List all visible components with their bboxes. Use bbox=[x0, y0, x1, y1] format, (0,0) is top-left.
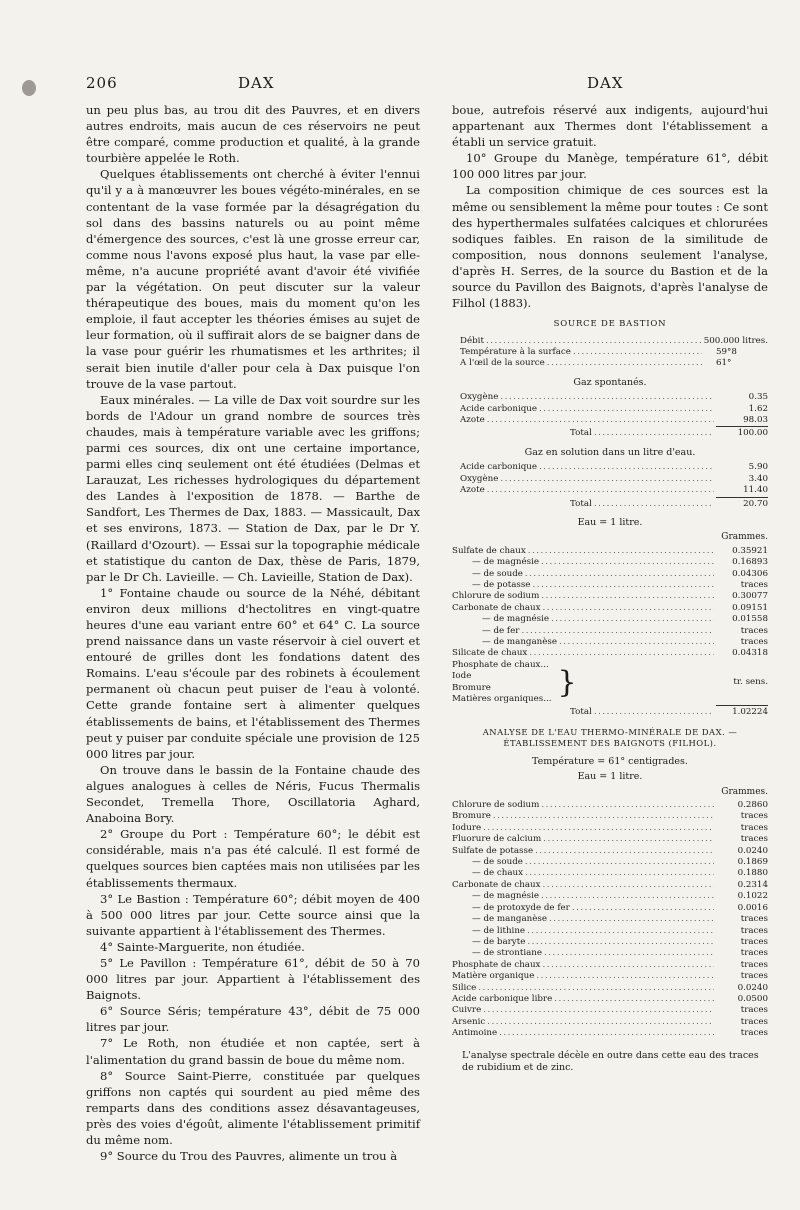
row-value: 0.2860 bbox=[737, 800, 768, 811]
row-label: Iodure bbox=[452, 822, 482, 833]
row-label: Oxygène bbox=[460, 392, 499, 403]
row-label: A l'œil de la source bbox=[460, 358, 545, 369]
table-row bbox=[452, 580, 768, 591]
total-label: Total bbox=[570, 707, 592, 718]
paragraph: 6° Source Séris; température 43°, débit de 75 000 litres par jour. bbox=[86, 1004, 420, 1035]
salts-list bbox=[452, 546, 768, 660]
table-row bbox=[452, 485, 768, 496]
row-value: traces bbox=[740, 936, 768, 947]
table-row bbox=[452, 903, 768, 914]
table-row bbox=[452, 846, 768, 857]
trace-items bbox=[452, 660, 552, 706]
table-row bbox=[452, 800, 768, 811]
table-title: ANALYSE DE L'EAU THERMO-MINÉRALE DE DAX. — ÉTABLISSEMENT DES BAIGNOTS (FILHOL). bbox=[482, 726, 738, 748]
table-row bbox=[452, 937, 768, 948]
table-row bbox=[452, 948, 768, 959]
subsection-title: Gaz en solution dans un litre d'eau. bbox=[524, 446, 696, 458]
row-value: 0.09151 bbox=[732, 602, 768, 613]
row-value: 0.01558 bbox=[732, 614, 768, 625]
total-value: 100.00 bbox=[716, 426, 768, 439]
row-label: Acide carbonique bbox=[460, 403, 538, 414]
row-value: traces bbox=[740, 1016, 768, 1027]
row-label: Silicate de chaux bbox=[452, 648, 528, 659]
table-row bbox=[452, 971, 768, 982]
row-label: — de potasse bbox=[472, 579, 531, 590]
subsection-title: Eau = 1 litre. bbox=[577, 516, 643, 528]
table-row bbox=[452, 1028, 768, 1039]
row-value: traces bbox=[740, 834, 768, 845]
row-value: 0.04318 bbox=[732, 648, 768, 659]
row-value: 0.0240 bbox=[737, 982, 768, 993]
row-label: Matière organique bbox=[452, 971, 535, 982]
row-label: — de strontiane bbox=[472, 948, 543, 959]
row-label: — de magnésie bbox=[472, 557, 540, 568]
row-label: — de protoxyde de fer bbox=[472, 902, 570, 913]
paragraph: On trouve dans le bassin de la Fontaine chaude des algues analogues à celles de Néris, Fucus Thermalis Secondet, Tremella Thore, Oscillatoria Aghard, Anaboina Bory. bbox=[86, 762, 420, 826]
table-row bbox=[452, 404, 768, 415]
row-label: Arsenic bbox=[452, 1016, 486, 1027]
total-row bbox=[452, 426, 768, 439]
row-value: 0.30077 bbox=[732, 591, 768, 602]
trace-item: Iode bbox=[452, 671, 472, 682]
total-value: 20.70 bbox=[716, 497, 768, 510]
row-value: 0.0240 bbox=[737, 845, 768, 856]
row-value: 1.62 bbox=[748, 403, 768, 414]
table-row bbox=[452, 994, 768, 1005]
table-row bbox=[452, 880, 768, 891]
row-label: Température à la surface bbox=[460, 347, 571, 358]
row-value: 0.35 bbox=[748, 392, 768, 403]
row-label: Débit bbox=[460, 335, 484, 346]
row-value: 0.35921 bbox=[732, 545, 768, 556]
row-label: Carbonate de chaux bbox=[452, 602, 541, 613]
row-value: traces bbox=[740, 925, 768, 936]
row-value: traces bbox=[740, 1028, 768, 1039]
table-row bbox=[452, 914, 768, 925]
row-value: 0.2314 bbox=[737, 879, 768, 890]
composition-list bbox=[452, 800, 768, 1040]
row-value: 0.1869 bbox=[737, 857, 768, 868]
table-row bbox=[452, 614, 768, 625]
paragraph: 5° Le Pavillon : Température 61°, débit de 50 à 70 000 litres par jour. Appartient à l'établissement des Baignots. bbox=[86, 955, 420, 1003]
grams-label: Grammes. bbox=[721, 786, 768, 797]
table-row bbox=[452, 557, 768, 568]
bastion-analysis-table bbox=[452, 319, 768, 719]
brace-glyph: } bbox=[557, 664, 577, 700]
row-value: 0.0500 bbox=[737, 993, 768, 1004]
row-label: Acide carbonique bbox=[460, 462, 538, 473]
table-row bbox=[452, 462, 768, 473]
paragraph: 10° Groupe du Manège, température 61°, débit 100 000 litres par jour. bbox=[452, 151, 768, 182]
row-label: — de manganèse bbox=[472, 914, 548, 925]
paragraph: Eaux minérales. — La ville de Dax voit sourdre sur les bords de l'Adour un grand nombre de sources très chaudes, mais à température variable avec les griffons; parmi ces sources, dix ont une certaine importance, parmi elles cinq seulement ont été étudiées (Delmas et Larauzat, Les richesses hydrologiques du département des Landes à l'exposition de 1878. — Barthe de Sandfort, Les Thermes de Dax, 1883. — Massicault, Dax et ses environs, 1873. — Station de Dax, par le Dr Y. (Raillard d'Ozourt). — Essai sur la topographie médicale et statistique du canton de Dax, thèse de Paris, 1879, par le Dr Ch. Lavieille. — Ch. Lavieille, Station de Dax). bbox=[86, 392, 420, 584]
row-label: — de soude bbox=[472, 857, 523, 868]
row-value: traces bbox=[740, 914, 768, 925]
row-value: traces bbox=[740, 625, 768, 636]
row-label: — de lithine bbox=[472, 925, 526, 936]
row-value: 500.000 litres. bbox=[703, 335, 768, 346]
row-label: Carbonate de chaux bbox=[452, 879, 541, 890]
paragraph: 7° Le Roth, non étudiée et non captée, sert à l'alimentation du grand bassin de boue du même nom. bbox=[86, 1036, 420, 1067]
row-value: 11.40 bbox=[743, 485, 768, 496]
row-value: 98.03 bbox=[743, 415, 768, 426]
row-value: 0.16893 bbox=[732, 557, 768, 568]
paragraph: Quelques établissements ont cherché à éviter l'ennui qu'il y a à manœuvrer les boues végéto-minérales, en se contentant de la vase formée par la désagrégation du sol dans des bassins naturels ou au point même d'émergence des sources, c'est là une grosse erreur car, comme nous l'avons exposé plus haut, la vase par elle-même, n'a aucune propriété avant d'avoir été vivifiée par la végétation. On peut discuter sur la valeur thérapeutique des boues, mais du moment qu'on les emploie, il faut accepter les théories émises au sujet de leur formation, où il suffirait alors de se baigner dans de la vase pour guérir les rhumatismes et les arthrites; il serait bien inutile d'aller pour cela à Dax puisque l'on trouve de la vase partout. bbox=[86, 167, 420, 391]
total-row bbox=[452, 705, 768, 718]
row-label: Sulfate de chaux bbox=[452, 545, 526, 556]
row-label: Fluorure de calcium bbox=[452, 834, 542, 845]
row-label: — de fer bbox=[482, 625, 520, 636]
ink-blot bbox=[22, 80, 36, 96]
grams-label: Grammes. bbox=[721, 532, 768, 543]
table-row bbox=[452, 637, 768, 648]
total-label: Total bbox=[570, 498, 592, 509]
row-value: traces bbox=[740, 636, 768, 647]
table-row bbox=[452, 834, 768, 845]
right-column bbox=[452, 102, 768, 1074]
trace-item: Matières organiques... bbox=[452, 694, 552, 704]
row-label: Sulfate de potasse bbox=[452, 845, 534, 856]
table-row bbox=[452, 926, 768, 937]
table-row bbox=[452, 811, 768, 822]
running-head-right: DAX bbox=[587, 74, 624, 92]
table-row bbox=[452, 1005, 768, 1016]
table-row bbox=[452, 591, 768, 602]
page-number: 206 bbox=[86, 74, 118, 92]
row-value: 5.90 bbox=[748, 462, 768, 473]
row-label: Antimoine bbox=[452, 1028, 498, 1039]
subsection-title: Gaz spontanés. bbox=[573, 376, 647, 388]
running-head-left: DAX bbox=[238, 74, 275, 92]
table-row bbox=[452, 960, 768, 971]
total-label: Total bbox=[570, 428, 592, 439]
row-label: — de baryte bbox=[472, 936, 526, 947]
paragraph: 3° Le Bastion : Température 60°; débit moyen de 400 à 500 000 litres par jour. Cette source ainsi que la suivante appartient à l'établissement des Thermes. bbox=[86, 891, 420, 938]
table-row bbox=[452, 857, 768, 868]
table-row bbox=[452, 392, 768, 403]
row-label: Acide carbonique libre bbox=[452, 993, 553, 1004]
row-label: Chlorure de sodium bbox=[452, 591, 540, 602]
paragraph: 1° Fontaine chaude ou source de la Néhé, débitant environ deux millions d'hectolitres en vingt-quatre heures d'une eau variant entre 60° et 64° C. La source prend naissance dans un vaste réservoir à ciel ouvert et entouré de grilles dont les fondations datent des Romains. L'eau s'écoule par des robinets à écoulement permanent où chacun peut puiser de l'eau à volonté. Cette grande fontaine sert à alimenter quelques établissements de bains, et l'établissement des Thermes peut y puiser par conduite spéciale une provision de 125 000 litres par jour. bbox=[86, 585, 420, 761]
row-value: 0.1880 bbox=[737, 868, 768, 879]
table-row bbox=[452, 823, 768, 834]
paragraph: 4° Sainte-Marguerite, non étudiée. bbox=[100, 939, 305, 954]
left-column bbox=[86, 102, 420, 1164]
table-title: SOURCE DE BASTION bbox=[553, 319, 667, 330]
temperature-line: Température = 61° centigrades. bbox=[532, 755, 688, 767]
row-label: Bromure bbox=[452, 811, 491, 822]
footnote: L'analyse spectrale décèle en outre dans cette eau des traces de rubidium et de zinc. bbox=[462, 1049, 759, 1073]
row-value: traces bbox=[740, 822, 768, 833]
paragraph: 2° Groupe du Port : Température 60°; le débit est considérable, mais n'a pas été calculé. Il est formé de quelques sources bien captées mais non utilisées par les établissements thermaux. bbox=[86, 827, 420, 890]
row-label: — de manganèse bbox=[482, 636, 558, 647]
table-row bbox=[452, 569, 768, 580]
row-value: traces bbox=[740, 948, 768, 959]
table-row bbox=[452, 603, 768, 614]
row-label: — de magnésie bbox=[472, 891, 540, 902]
trace-item: Bromure bbox=[452, 682, 491, 693]
row-label: — de soude bbox=[472, 568, 523, 579]
row-label: — de chaux bbox=[472, 868, 524, 879]
table-row bbox=[452, 1017, 768, 1028]
row-value: traces bbox=[740, 811, 768, 822]
row-value: 0.0016 bbox=[737, 902, 768, 913]
trace-item: Phosphate de chaux... bbox=[452, 659, 549, 670]
paragraph: un peu plus bas, au trou dit des Pauvres, et en divers autres endroits, mais aucun de ces réservoirs ne peut être comparé, comme production et qualité, à la grande tourbière appelée le Roth. bbox=[86, 103, 420, 166]
row-value: traces bbox=[740, 959, 768, 970]
total-row bbox=[452, 497, 768, 510]
row-value: 3.40 bbox=[748, 473, 768, 484]
table-row bbox=[452, 868, 768, 879]
table-row bbox=[452, 358, 768, 369]
row-label: Cuivre bbox=[452, 1005, 482, 1016]
table-row bbox=[452, 546, 768, 557]
row-value: 59°8 bbox=[716, 347, 737, 358]
row-label: Azote bbox=[460, 415, 485, 426]
row-label: Azote bbox=[460, 485, 485, 496]
row-value: traces bbox=[740, 1005, 768, 1016]
trace-value: tr. sens. bbox=[733, 676, 768, 687]
table-row bbox=[452, 415, 768, 426]
row-label: Oxygène bbox=[460, 473, 499, 484]
paragraph: 9° Source du Trou des Pauvres, alimente un trou à bbox=[100, 1149, 398, 1164]
trace-group bbox=[452, 660, 768, 706]
row-value: traces bbox=[740, 579, 768, 590]
table-row bbox=[452, 983, 768, 994]
subsection-title: Eau = 1 litre. bbox=[577, 771, 643, 783]
table-row bbox=[452, 891, 768, 902]
total-value: 1.02224 bbox=[716, 705, 768, 718]
table-row bbox=[452, 648, 768, 659]
paragraph: 8° Source Saint-Pierre, constituée par quelques griffons non captés qui sourdent au pied même des remparts dans des conditions assez désavantageuses, près des voies d'égoût, alimente l'établissement primitif du même nom. bbox=[86, 1068, 420, 1147]
row-label: Phosphate de chaux bbox=[452, 959, 541, 970]
baignots-analysis-table bbox=[452, 727, 768, 1074]
table-row bbox=[452, 474, 768, 485]
table-row bbox=[452, 336, 768, 347]
paragraph: La composition chimique de ces sources est la même ou sensiblement la même pour toutes : Ce sont des hyperthermales sulfatées calciques et chlorurées sodiques faibles. En raison de la similitude de composition, nous donnons seulement l'analyse, d'après H. Serres, de la source du Bastion et de la source du Pavillon des Baignots, d'après l'analyse de Filhol (1883). bbox=[452, 183, 768, 311]
row-label: Chlorure de sodium bbox=[452, 800, 540, 811]
row-label: — de magnésie bbox=[482, 614, 550, 625]
table-row bbox=[452, 626, 768, 637]
row-value: 61° bbox=[716, 358, 732, 369]
paragraph: boue, autrefois réservé aux indigents, aujourd'hui appartenant aux Thermes dont l'établissement a établi un service gratuit. bbox=[452, 103, 768, 150]
table-row bbox=[452, 347, 768, 358]
row-value: traces bbox=[740, 971, 768, 982]
row-value: 0.1022 bbox=[737, 891, 768, 902]
row-value: 0.04306 bbox=[732, 568, 768, 579]
row-label: Silice bbox=[452, 982, 477, 993]
